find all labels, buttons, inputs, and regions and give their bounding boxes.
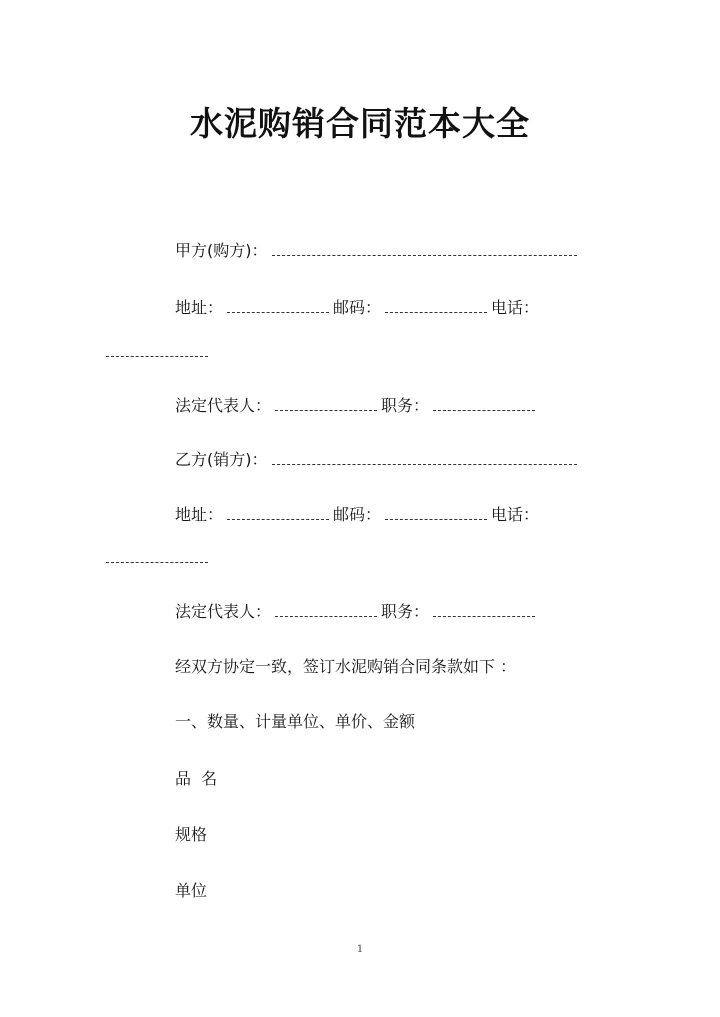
party-b-position-blank[interactable] <box>433 603 535 617</box>
party-b-label: 乙方(销方)： <box>175 450 268 469</box>
party-b-line <box>175 450 581 470</box>
party-a-postcode-label: 邮码： <box>333 298 382 317</box>
party-a-address-label: 地址： <box>175 298 224 317</box>
party-b-phone-line <box>106 548 212 568</box>
party-a-rep-blank[interactable] <box>275 397 377 411</box>
party-a-phone-line <box>106 342 212 362</box>
field-unit: 单位 <box>175 881 208 900</box>
party-b-rep-line <box>175 602 539 622</box>
party-a-postcode-blank[interactable] <box>385 299 487 313</box>
party-a-position-label: 职务： <box>381 396 430 415</box>
party-a-label: 甲方(购方)： <box>175 241 268 260</box>
party-a-contact-line <box>175 298 539 318</box>
party-b-rep-label: 法定代表人： <box>175 602 272 621</box>
agreement-intro: 经双方协定一致，签订水泥购销合同条款如下 ： <box>175 657 517 676</box>
page-number: 1 <box>356 944 364 955</box>
section-1-heading: 一、数量、计量单位、单价、金额 <box>175 712 416 731</box>
party-a-line <box>175 241 581 261</box>
party-a-rep-label: 法定代表人： <box>175 396 272 415</box>
party-b-phone-blank[interactable] <box>106 549 208 563</box>
party-a-phone-label: 电话： <box>491 298 540 317</box>
field-product-name: 品 名 <box>175 769 218 788</box>
party-a-address-blank[interactable] <box>227 299 329 313</box>
party-b-address-blank[interactable] <box>227 506 329 520</box>
party-b-postcode-blank[interactable] <box>385 506 487 520</box>
document-title: 水泥购销合同范本大全 <box>190 104 530 143</box>
party-a-phone-blank[interactable] <box>106 343 208 357</box>
party-b-postcode-label: 邮码： <box>333 505 382 524</box>
party-a-position-blank[interactable] <box>433 397 535 411</box>
party-b-name-blank[interactable] <box>272 451 577 465</box>
party-b-rep-blank[interactable] <box>275 603 377 617</box>
party-b-contact-line <box>175 505 539 525</box>
party-a-name-blank[interactable] <box>272 242 577 256</box>
party-b-position-label: 职务： <box>381 602 430 621</box>
party-a-rep-line <box>175 396 539 416</box>
party-b-address-label: 地址： <box>175 505 224 524</box>
party-b-phone-label: 电话： <box>491 505 540 524</box>
field-specification: 规格 <box>175 825 208 844</box>
